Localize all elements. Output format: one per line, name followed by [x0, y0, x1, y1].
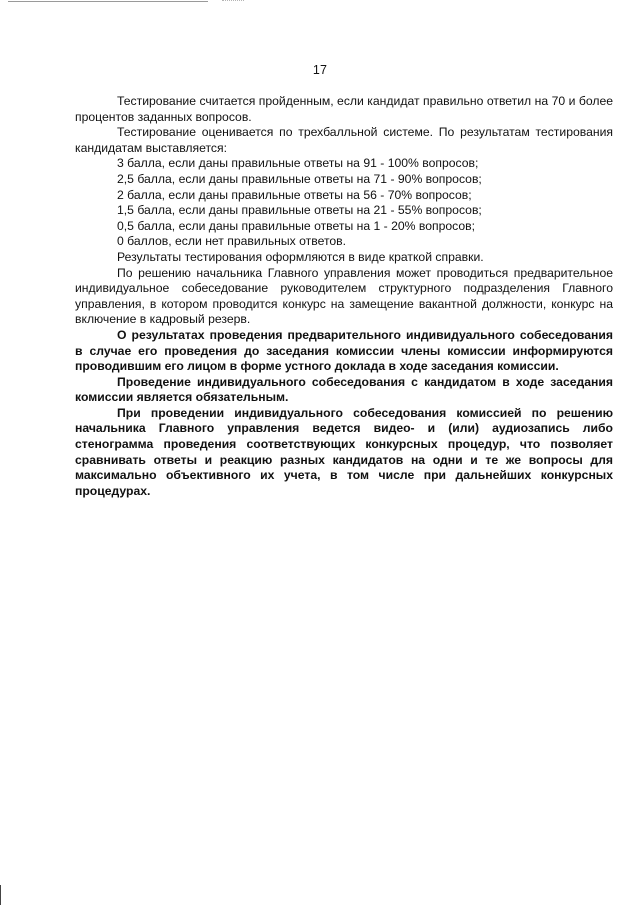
paragraph-testing-scoring: Тестирование оценивается по трехбалльной системе. По результатам тестирования кандидатам выставляется:	[75, 125, 613, 155]
paragraph-preliminary-interview: По решению начальника Главного управления может проводиться предварительное индивидуальное собеседование руководителем структурного подразделения Главного управления, в котором проводится конкурс на замещение вакантной должности, конкурс на включение в кадровый резерв.	[75, 265, 613, 327]
page-number: 17	[312, 63, 328, 77]
score-item-2: 2 балла, если даны правильные ответы на 56 - 70% вопросов;	[117, 187, 472, 202]
paragraph-interview-mandatory: Проведение индивидуального собеседования с кандидатом в ходе заседания комиссии является обязательным.	[75, 374, 613, 405]
score-item-2-5: 2,5 балла, если даны правильные ответы на 71 - 90% вопросов;	[117, 171, 482, 186]
score-item-1-5: 1,5 балла, если даны правильные ответы на 21 - 55% вопросов;	[117, 203, 482, 218]
score-item-0: 0 баллов, если нет правильных ответов.	[117, 234, 347, 249]
score-item-0-5: 0,5 балла, если даны правильные ответы на 1 - 20% вопросов;	[117, 218, 476, 233]
scan-edge-mark	[0, 885, 1, 905]
paragraph-testing-passed: Тестирование считается пройденным, если кандидат правильно ответил на 70 и более процентов заданных вопросов.	[75, 94, 613, 124]
document-body	[75, 94, 613, 499]
paragraph-interview-recording: При проведении индивидуального собеседования комиссией по решению начальника Главного управления ведется видео- и (или) аудиозапись либо стенограмма проведения соответствующих конкурсных процедур, что позволяет сравнивать ответы и реакцию разных кандидатов на одни и те же вопросы для максимально объективного их учета, в том числе при дальнейших конкурсных процедурах.	[75, 405, 613, 498]
score-item-3: 3 балла, если даны правильные ответы на 91 - 100% вопросов;	[117, 156, 479, 171]
top-rule-dots	[222, 0, 244, 3]
paragraph-interview-results: О результатах проведения предварительного индивидуального собеседования в случае его проведения до заседания комиссии члены комиссии информируются проводившим его лицом в форме устного доклада в ходе заседания комиссии.	[75, 327, 613, 374]
paragraph-testing-results: Результаты тестирования оформляются в виде краткой справки.	[117, 249, 484, 264]
top-rule	[8, 1, 208, 2]
